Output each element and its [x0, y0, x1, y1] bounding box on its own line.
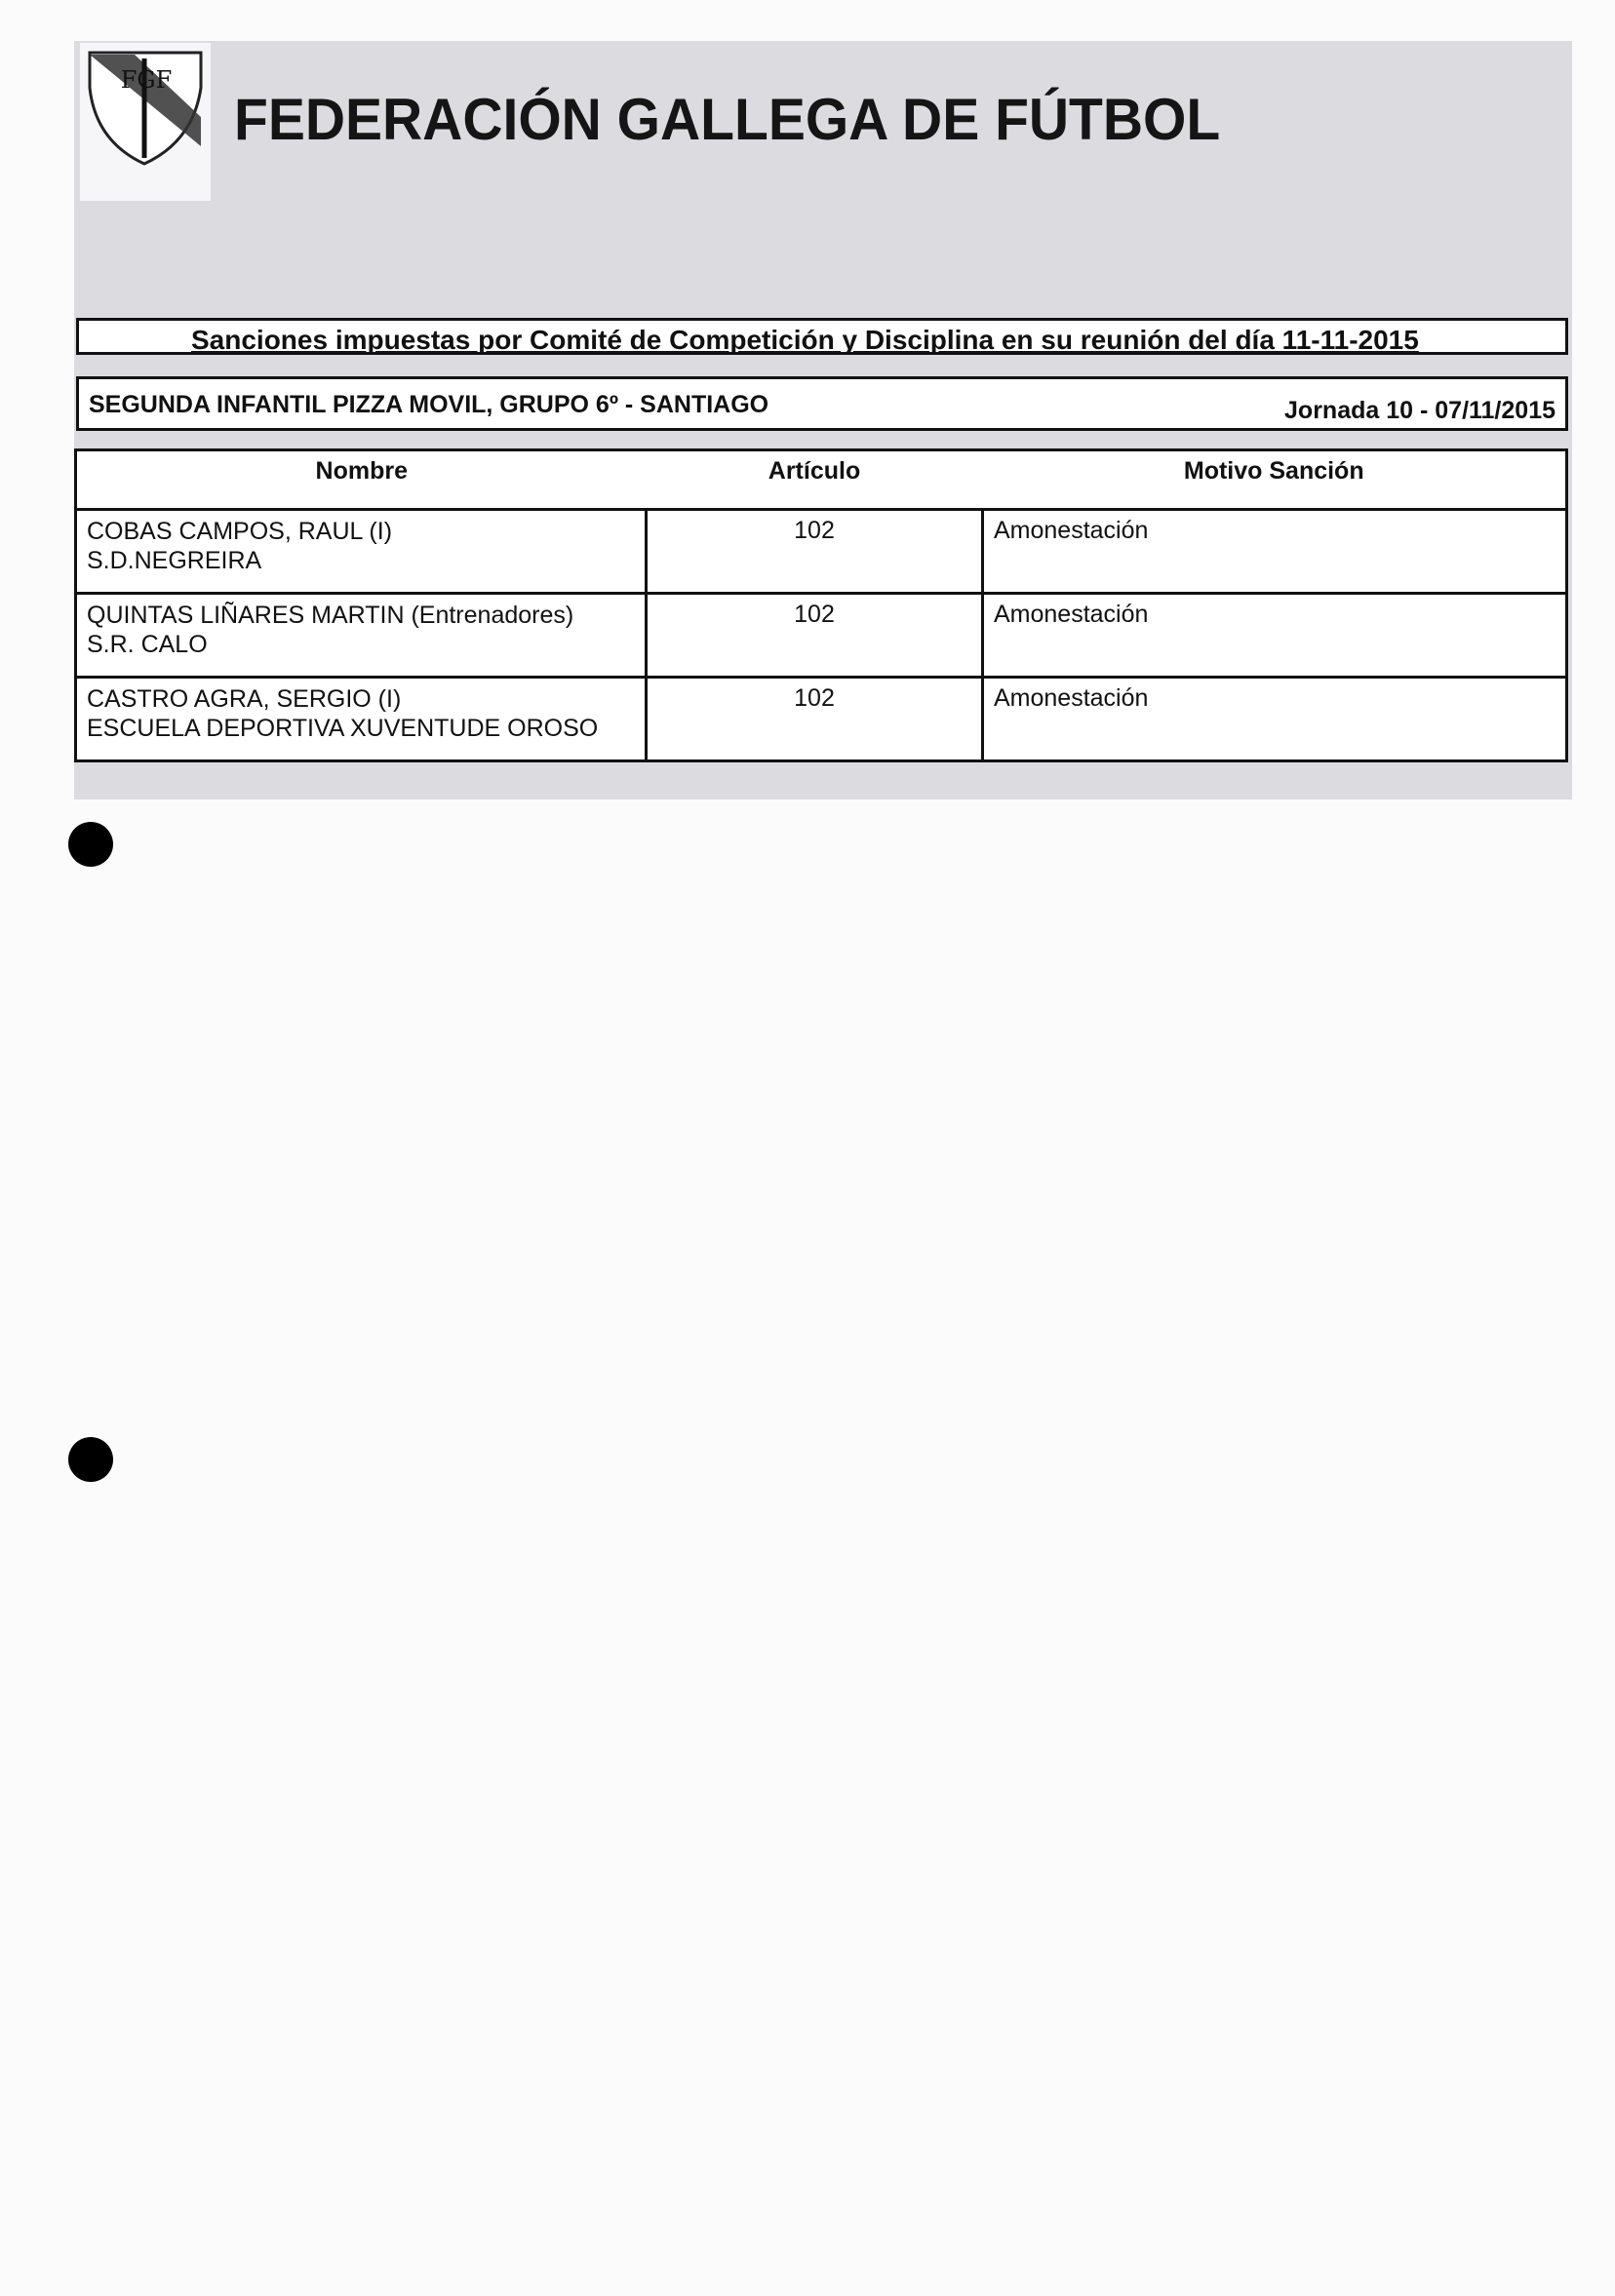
sanctions-title: Sanciones impuestas por Comité de Competición y Disciplina en su reunión del día 11-11-2015 [191, 325, 1419, 355]
article: 102 [647, 594, 983, 678]
table-header [76, 450, 1567, 510]
federation-shield-logo [86, 49, 205, 168]
header-reason: Motivo Sanción [983, 450, 1567, 510]
player-name: COBAS CAMPOS, RAUL (I) [87, 518, 393, 545]
reason: Amonestación [983, 510, 1567, 594]
article: 102 [647, 678, 983, 761]
reason: Amonestación [983, 594, 1567, 678]
svg-text:FGF: FGF [120, 66, 173, 94]
player-name: CASTRO AGRA, SERGIO (I) [87, 685, 402, 713]
punch-hole-bottom [68, 1437, 113, 1482]
club-name: ESCUELA DEPORTIVA XUVENTUDE OROSO [87, 715, 599, 742]
header-name: Nombre [76, 450, 647, 510]
table-row [76, 678, 1567, 761]
header-article: Artículo [647, 450, 983, 510]
punch-hole-top [68, 822, 113, 867]
club-name: S.R. CALO [87, 631, 208, 658]
table-row [76, 594, 1567, 678]
round-date: Jornada 10 - 07/11/2015 [1284, 397, 1556, 424]
reason: Amonestación [983, 678, 1567, 761]
article: 102 [647, 510, 983, 594]
competition-box [76, 376, 1568, 431]
player-name: QUINTAS LIÑARES MARTIN (Entrenadores) [87, 602, 574, 629]
sanctions-table [74, 448, 1568, 762]
competition-name: SEGUNDA INFANTIL PIZZA MOVIL, GRUPO 6º - SANTIAGO [89, 391, 769, 418]
table-row [76, 510, 1567, 594]
club-name: S.D.NEGREIRA [87, 547, 262, 574]
federation-title: FEDERACIÓN GALLEGA DE FÚTBOL [234, 87, 1221, 152]
sanctions-title-box [76, 318, 1568, 355]
